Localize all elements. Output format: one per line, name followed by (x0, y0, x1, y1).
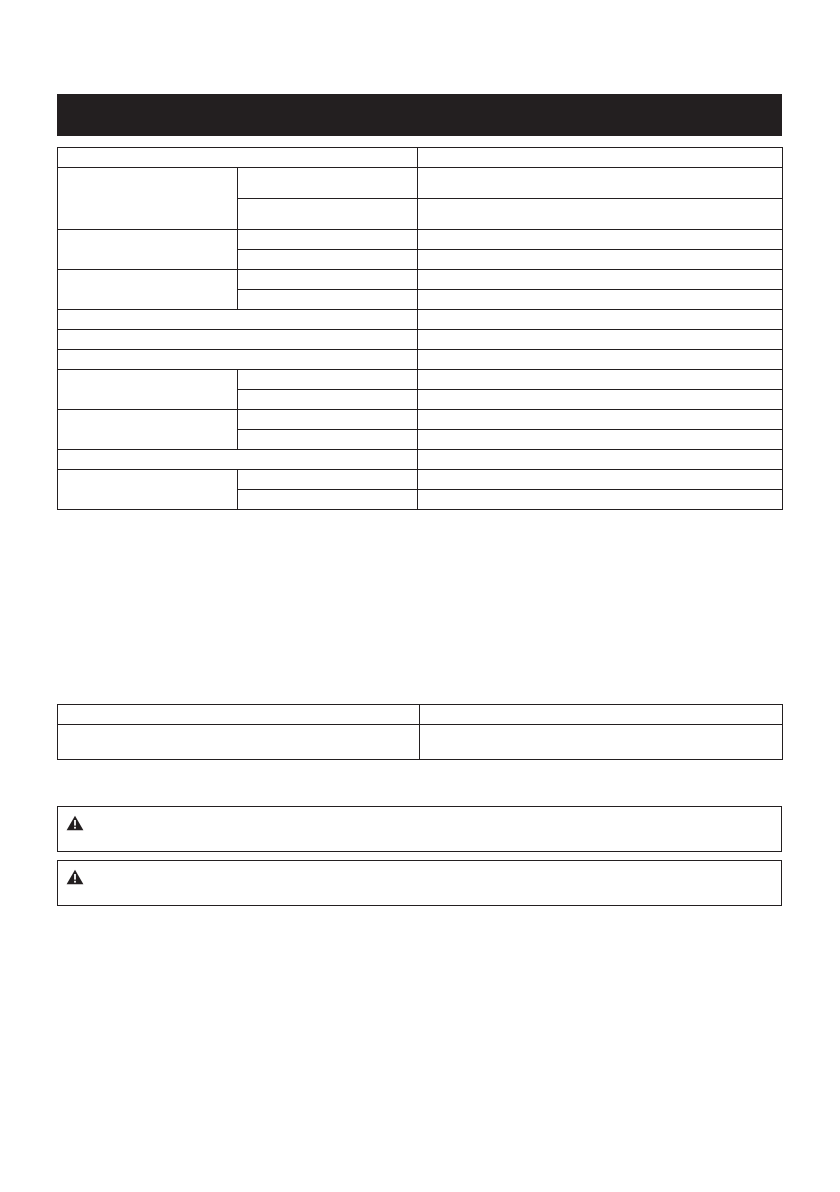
warning-box (57, 860, 782, 906)
spec-sublabel (238, 270, 418, 290)
table-row (58, 330, 783, 350)
table-row (58, 148, 783, 168)
table-cell (58, 725, 420, 760)
table-row (58, 725, 783, 760)
spec-label (58, 230, 238, 270)
spec-value (418, 410, 783, 430)
spec-sublabel (238, 430, 418, 450)
spec-value (418, 199, 783, 230)
spec-label (58, 470, 238, 510)
spec-value (418, 148, 783, 168)
spec-sublabel (238, 230, 418, 250)
spec-value (418, 230, 783, 250)
spec-sublabel (238, 199, 418, 230)
warning-triangle-icon (66, 869, 84, 885)
table-row (58, 370, 783, 390)
table-row (58, 450, 783, 470)
specifications-table (57, 147, 783, 510)
spec-value (418, 250, 783, 270)
spec-label (58, 330, 418, 350)
spec-sublabel (238, 250, 418, 270)
table-cell (420, 725, 783, 760)
spec-value (418, 430, 783, 450)
table-row (58, 410, 783, 430)
spec-sublabel (238, 168, 418, 199)
spec-value (418, 270, 783, 290)
table-header-cell (420, 705, 783, 725)
warning-box (57, 806, 782, 852)
spec-value (418, 290, 783, 310)
table-row (58, 168, 783, 199)
spec-sublabel (238, 390, 418, 410)
warning-triangle-icon (66, 815, 84, 831)
table-row (58, 310, 783, 330)
spec-value (418, 450, 783, 470)
table-row (58, 470, 783, 490)
spec-label (58, 370, 238, 410)
table-row (58, 350, 783, 370)
spec-label (58, 350, 418, 370)
spec-sublabel (238, 410, 418, 430)
spec-value (418, 390, 783, 410)
spec-value (418, 330, 783, 350)
spec-sublabel (238, 470, 418, 490)
table-row (58, 230, 783, 250)
section-header-band (57, 94, 782, 136)
spec-label (58, 410, 238, 450)
spec-label (58, 148, 418, 168)
secondary-table (57, 704, 783, 760)
table-header-row (58, 705, 783, 725)
spec-value (418, 490, 783, 510)
spec-label (58, 450, 418, 470)
table-header-cell (58, 705, 420, 725)
spec-value (418, 168, 783, 199)
spec-label (58, 310, 418, 330)
spec-sublabel (238, 290, 418, 310)
spec-sublabel (238, 370, 418, 390)
table-row (58, 270, 783, 290)
spec-value (418, 470, 783, 490)
spec-label (58, 168, 238, 230)
spec-value (418, 310, 783, 330)
spec-sublabel (238, 490, 418, 510)
spec-value (418, 370, 783, 390)
spec-label (58, 270, 238, 310)
spec-value (418, 350, 783, 370)
